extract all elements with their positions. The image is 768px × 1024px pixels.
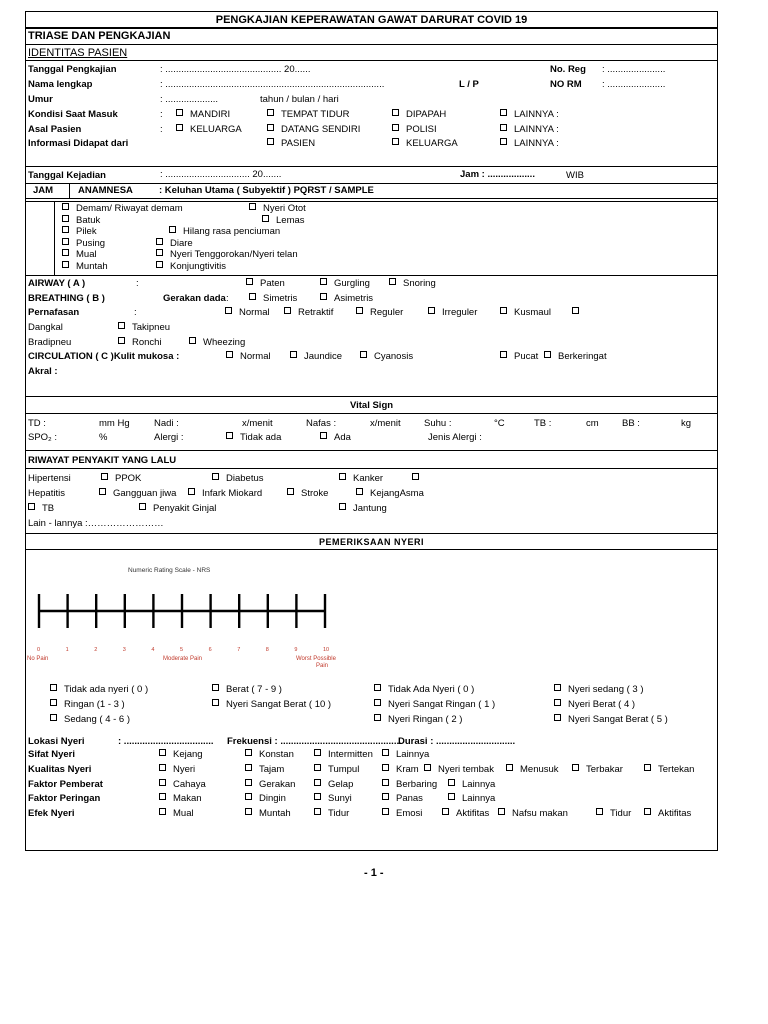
- umur-unit: tahun / bulan / hari: [260, 94, 339, 105]
- pain-scale-option[interactable]: Nyeri Berat ( 4 ): [554, 699, 635, 711]
- pain-scale-option[interactable]: Nyeri sedang ( 3 ): [554, 684, 644, 696]
- opt-keluarga-info[interactable]: KELUARGA: [392, 138, 458, 150]
- pemberat-label: Faktor Pemberat: [28, 779, 103, 790]
- lokasi-field[interactable]: : ..................................: [118, 736, 214, 747]
- nrs-worst: Worst Possible: [296, 656, 336, 662]
- nrs-tick-label: 4: [151, 647, 155, 653]
- frekuensi-field[interactable]: Frekuensi : ..............................................: [227, 736, 402, 747]
- symptom-item[interactable]: Nyeri Otot: [249, 203, 306, 215]
- opt-takipneu[interactable]: Takipneu: [118, 322, 170, 334]
- opt-ada-alergi[interactable]: Ada: [320, 432, 351, 444]
- kualitas-option[interactable]: Terbakar: [572, 764, 623, 776]
- breathing-label: BREATHING ( B ): [28, 293, 105, 304]
- symptom-item[interactable]: Nyeri Tenggorokan/Nyeri telan: [156, 249, 298, 261]
- opt-retraktif[interactable]: Retraktif: [284, 307, 333, 319]
- pemberat-option[interactable]: Gelap: [314, 779, 353, 791]
- pain-scale-option[interactable]: Nyeri Ringan ( 2 ): [374, 714, 462, 726]
- peringan-option[interactable]: Lainnya: [448, 793, 495, 805]
- kualitas-option[interactable]: Tertekan: [644, 764, 694, 776]
- no-reg-field[interactable]: : ......................: [602, 64, 666, 75]
- opt-datang-sendiri[interactable]: DATANG SENDIRI: [267, 124, 360, 136]
- nadi-label: Nadi :: [154, 418, 179, 429]
- opt-blank-nafas[interactable]: [572, 307, 586, 319]
- sex-options[interactable]: L / P: [459, 79, 479, 90]
- pain-scale-option[interactable]: Berat ( 7 - 9 ): [212, 684, 282, 696]
- airway-label: AIRWAY ( A ): [28, 278, 86, 289]
- numeric-rating-scale: [26, 561, 386, 676]
- peringan-option[interactable]: Sunyi: [314, 793, 352, 805]
- tanggal-pengkajian-label: Tanggal Pengkajian: [28, 64, 117, 75]
- pain-scale-option[interactable]: Nyeri Sangat Berat ( 10 ): [212, 699, 331, 711]
- opt-simetris[interactable]: Simetris: [249, 293, 297, 305]
- symptom-item[interactable]: Demam/ Riwayat demam: [62, 203, 183, 215]
- nrs-worst-2: Pain: [316, 663, 329, 669]
- info-label: Informasi Didapat dari: [28, 138, 129, 149]
- opt-ginjal[interactable]: Penyakit Ginjal: [139, 503, 216, 515]
- umur-field[interactable]: : ....................: [160, 94, 219, 105]
- form-title: PENGKAJIAN KEPERAWATAN GAWAT DARURAT COVID 19: [215, 14, 528, 26]
- opt-lainnya-kondisi[interactable]: LAINNYA :: [500, 109, 559, 121]
- nrs-title: Numeric Rating Scale - NRS: [128, 567, 211, 574]
- peringan-option[interactable]: Dingin: [245, 793, 286, 805]
- opt-snoring[interactable]: Snoring: [389, 278, 436, 290]
- nrs-tick-label: 0: [37, 647, 41, 653]
- page-number: - 1 -: [364, 867, 384, 879]
- efek-option[interactable]: Muntah: [245, 808, 291, 820]
- nrs-tick-label: 2: [94, 647, 98, 653]
- kondisi-label: Kondisi Saat Masuk: [28, 109, 118, 120]
- hepatitis-label: Hepatitis: [28, 488, 65, 499]
- nrs-tick-label: 7: [237, 647, 241, 653]
- nama-field[interactable]: : ...................................................................................: [160, 79, 385, 90]
- pain-scale-option[interactable]: Ringan (1 - 3 ): [50, 699, 125, 711]
- efek-option[interactable]: Aktifitas: [442, 808, 489, 820]
- tb-label: TB :: [534, 418, 552, 429]
- kualitas-option[interactable]: Menusuk: [506, 764, 559, 776]
- umur-label: Umur: [28, 94, 53, 105]
- section-identitas: IDENTITAS PASIEN: [28, 47, 128, 59]
- jam-kejadian-field[interactable]: Jam : ..................: [460, 169, 535, 180]
- efek-option[interactable]: Tidur: [314, 808, 349, 820]
- riwayat-title: RIWAYAT PENYAKIT YANG LALU: [28, 455, 177, 466]
- opt-cyanosis[interactable]: Cyanosis: [360, 351, 413, 363]
- bb-label: BB :: [622, 418, 640, 429]
- pemberat-option[interactable]: Gerakan: [245, 779, 295, 791]
- opt-irreguler[interactable]: Irreguler: [428, 307, 477, 319]
- nrs-tick-label: 6: [208, 647, 212, 653]
- pemberat-option[interactable]: Lainnya: [448, 779, 495, 791]
- opt-lainnya-info[interactable]: LAINNYA :: [500, 138, 559, 150]
- kualitas-option[interactable]: Nyeri tembak: [424, 764, 494, 776]
- td-label: TD :: [28, 418, 46, 429]
- symptom-item[interactable]: Pilek: [62, 226, 97, 238]
- sifat-option[interactable]: Kejang: [159, 749, 203, 761]
- pain-scale-option[interactable]: Sedang ( 4 - 6 ): [50, 714, 130, 726]
- nrs-tick-label: 5: [180, 647, 184, 653]
- no-rm-field[interactable]: : ......................: [602, 79, 666, 90]
- tanggal-pengkajian-field[interactable]: : ............................................ 20......: [160, 64, 311, 75]
- asal-label: Asal Pasien: [28, 124, 82, 135]
- sifat-option[interactable]: Konstan: [245, 749, 294, 761]
- anamnesa-header: ANAMNESA: [78, 185, 133, 196]
- pemberat-option[interactable]: Cahaya: [159, 779, 206, 791]
- symptom-item[interactable]: Lemas: [262, 215, 305, 227]
- opt-jaundice[interactable]: Jaundice: [290, 351, 342, 363]
- opt-diabetus[interactable]: Diabetus: [212, 473, 264, 485]
- durasi-field[interactable]: Durasi : ..............................: [398, 736, 516, 747]
- nrs-no-pain: No Pain: [27, 656, 49, 662]
- sifat-option[interactable]: Intermitten: [314, 749, 373, 761]
- efek-option[interactable]: Nafsu makan: [498, 808, 568, 820]
- jam-header: JAM: [33, 185, 54, 196]
- opt-polisi[interactable]: POLISI: [392, 124, 437, 136]
- suhu-label: Suhu :: [424, 418, 452, 429]
- kualitas-option[interactable]: Nyeri: [159, 764, 195, 776]
- opt-berkeringat[interactable]: Berkeringat: [544, 351, 607, 363]
- nrs-tick-label: 1: [65, 647, 69, 653]
- symptom-item[interactable]: Diare: [156, 238, 193, 250]
- tanggal-kejadian-label: Tanggal Kejadian: [28, 170, 106, 181]
- efek-option[interactable]: Tidur: [596, 808, 631, 820]
- no-reg-label: No. Reg: [550, 64, 586, 75]
- pain-scale-option[interactable]: Nyeri Sangat Ringan ( 1 ): [374, 699, 495, 711]
- assessment-form: PENGKAJIAN KEPERAWATAN GAWAT DARURAT COVID 19 TRIASE DAN PENGKAJIAN IDENTITAS PASIEN Tanggal Pengkajian : ............................................ 20...... No. Reg : ...................... Nama lengkap : ................................................................................... L / P NO RM : ...................... Umur : .................... tahun / bulan / hari Kondisi Saat Masuk : MANDIRI TEMPAT TIDUR DIPAPAH LAINNYA : Asal Pasien : KELUARGA DATANG SENDIRI POLISI LAINNYA : Informasi Didapat dari PASIEN KELUARGA LAINNYA : Tanggal Kejadian : ................................ 20....... Jam : .................. WIB JAM ANAMNESA : Keluhan Utama ( Subyektif ) PQRST / SAMPLE Demam/ Riwayat demam Batuk Pilek Pusing Mual Muntah Nyeri Otot Lemas Hilang rasa penciuman Diare Nyeri Tenggorokan/Nyeri telan Konjungtivitis AIRWAY ( A ) : Paten Gurgling Snoring BREATHING ( B ) Gerakan dada : Simetris Asimetris Pernafasan : Normal Retraktif Reguler Irreguler Kusmaul Dangkal Takipneu Bradipneu Ronchi Wheezing CIRCULATION ( C )Kulit mukosa : Normal Jaundice Cyanosis Pucat Berkeringat Akral : Vital Sign TD : mm Hg Nadi : x/menit Nafas : x/menit Suhu : °C TB : cm BB : kg SPO₂ : % Alergi : Tidak ada Ada Jenis Alergi : RIWAYAT PENYAKIT YANG LALU Hipertensi PPOK Diabetus Kanker Hepatitis Gangguan jiwa Infark Miokard Stroke KejangAsma TB Penyakit Ginjal Jantung Lain - lannya :…………………… PEMERIKSAAN NYERI Numeric Rating Scale - NRS 0 1 2 3 4 5 6 7 8 9 10 No Pain Moderate Pain Worst Possible Pain Tidak ada nyeri ( 0 ) Berat ( 7 - 9 ) Tidak Ada Nyeri ( 0 ) Nyeri sedang ( 3 ) Ringan (1 - 3 ) Nyeri Sangat Berat ( 10 ) Nyeri Sangat Ringan ( 1 ) Nyeri Berat ( 4 ) Sedang ( 4 - 6 ) Nyeri Ringan ( 2 ) Nyeri Sangat Berat ( 5 ) Lokasi Nyeri : .................................. Frekuensi : .............................................. Durasi : .............................. Sifat Nyeri Kejang Konstan Intermitten Lainnya Kualitas Nyeri Nyeri Tajam Tumpul Kram Nyeri tembak Menusuk Terbakar Tertekan Faktor Pemberat Cahaya Gerakan Gelap Berbaring Lainnya Faktor Peringan Makan Dingin Sunyi Panas Lainnya Efek Nyeri Mual Muntah Tidur Emosi Aktifitas Nafsu makan Tidur Aktifitas: [25, 11, 718, 851]
- efek-label: Efek Nyeri: [28, 808, 75, 819]
- efek-option[interactable]: Mual: [159, 808, 194, 820]
- pain-scale-option[interactable]: Tidak Ada Nyeri ( 0 ): [374, 684, 474, 696]
- kualitas-option[interactable]: Tumpul: [314, 764, 359, 776]
- peringan-option[interactable]: Makan: [159, 793, 202, 805]
- opt-reguler[interactable]: Reguler: [356, 307, 403, 319]
- lain-lainnya-field[interactable]: Lain - lannya :……………………: [28, 518, 164, 529]
- nama-label: Nama lengkap: [28, 79, 93, 90]
- peringan-label: Faktor Peringan: [28, 793, 101, 804]
- pemberat-option[interactable]: Berbaring: [382, 779, 437, 791]
- opt-wheezing[interactable]: Wheezing: [189, 337, 245, 349]
- opt-kusmaul[interactable]: Kusmaul: [500, 307, 551, 319]
- opt-keluarga-asal[interactable]: KELUARGA: [176, 124, 242, 136]
- symptom-item[interactable]: Hilang rasa penciuman: [169, 226, 280, 238]
- kualitas-option[interactable]: Tajam: [245, 764, 284, 776]
- opt-tidak-ada-alergi[interactable]: Tidak ada: [226, 432, 281, 444]
- symptom-item[interactable]: Batuk: [62, 215, 100, 227]
- opt-pasien[interactable]: PASIEN: [267, 138, 315, 150]
- nrs-moderate: Moderate Pain: [163, 656, 203, 662]
- opt-lainnya-asal[interactable]: LAINNYA :: [500, 124, 559, 136]
- opt-infark[interactable]: Infark Miokard: [188, 488, 262, 500]
- gerakan-dada-label: Gerakan dada: [163, 293, 226, 304]
- peringan-option[interactable]: Panas: [382, 793, 423, 805]
- pain-scale-option[interactable]: Tidak ada nyeri ( 0 ): [50, 684, 148, 696]
- pain-scale-option[interactable]: Nyeri Sangat Berat ( 5 ): [554, 714, 668, 726]
- symptom-item[interactable]: Muntah: [62, 261, 108, 273]
- opt-gangguan-jiwa[interactable]: Gangguan jiwa: [99, 488, 176, 500]
- opt-blank-riwayat[interactable]: [412, 473, 426, 485]
- opt-tempat-tidur[interactable]: TEMPAT TIDUR: [267, 109, 349, 121]
- jenis-alergi-label: Jenis Alergi :: [428, 432, 482, 443]
- sifat-label: Sifat Nyeri: [28, 749, 75, 760]
- no-rm-label: NO RM: [550, 79, 582, 90]
- opt-paten[interactable]: Paten: [246, 278, 285, 290]
- nrs-tick-label: 9: [294, 647, 298, 653]
- vital-sign-title: Vital Sign: [349, 400, 394, 411]
- opt-kejang-asma[interactable]: KejangAsma: [356, 488, 424, 500]
- pernafasan-label: Pernafasan: [28, 307, 80, 318]
- nrs-tick-label: 8: [265, 647, 269, 653]
- opt-mandiri[interactable]: MANDIRI: [176, 109, 230, 121]
- symptom-item[interactable]: Konjungtivitis: [156, 261, 226, 273]
- opt-pucat[interactable]: Pucat: [500, 351, 538, 363]
- alergi-label: Alergi :: [154, 432, 184, 443]
- symptom-item[interactable]: Pusing: [62, 238, 105, 250]
- opt-kanker[interactable]: Kanker: [339, 473, 383, 485]
- symptom-item[interactable]: Mual: [62, 249, 97, 261]
- hipertensi-label: Hipertensi: [28, 473, 71, 484]
- opt-ppok[interactable]: PPOK: [101, 473, 141, 485]
- kualitas-label: Kualitas Nyeri: [28, 764, 92, 775]
- spo2-label: SPO₂ :: [28, 432, 58, 443]
- tanggal-kejadian-field[interactable]: : ................................ 20.......: [160, 169, 282, 180]
- efek-option[interactable]: Aktifitas: [644, 808, 691, 820]
- kualitas-option[interactable]: Kram: [382, 764, 419, 776]
- opt-gurgling[interactable]: Gurgling: [320, 278, 370, 290]
- nrs-tick-label: 3: [122, 647, 126, 653]
- wib-label: WIB: [566, 170, 584, 181]
- circulation-label: CIRCULATION ( C )Kulit mukosa :: [28, 351, 180, 362]
- opt-ronchi[interactable]: Ronchi: [118, 337, 162, 349]
- opt-tb[interactable]: TB: [28, 503, 54, 515]
- lokasi-label: Lokasi Nyeri: [28, 736, 85, 747]
- akral-label: Akral :: [28, 366, 58, 377]
- nrs-tick-label: 10: [323, 647, 330, 653]
- section-triase: TRIASE DAN PENGKAJIAN: [28, 30, 171, 42]
- nyeri-title: PEMERIKSAAN NYERI: [318, 537, 424, 547]
- opt-asimetris[interactable]: Asimetris: [320, 293, 373, 305]
- opt-normal-nafas[interactable]: Normal: [225, 307, 270, 319]
- opt-dipapah[interactable]: DIPAPAH: [392, 109, 446, 121]
- opt-stroke[interactable]: Stroke: [287, 488, 328, 500]
- bradipneu-label: Bradipneu: [28, 337, 72, 348]
- dangkal-label: Dangkal: [28, 322, 63, 333]
- sifat-option[interactable]: Lainnya: [382, 749, 429, 761]
- nafas-label: Nafas :: [306, 418, 337, 429]
- efek-option[interactable]: Emosi: [382, 808, 422, 820]
- opt-normal-kulit[interactable]: Normal: [226, 351, 271, 363]
- keluhan-header: : Keluhan Utama ( Subyektif ) PQRST / SAMPLE: [159, 185, 374, 196]
- opt-jantung[interactable]: Jantung: [339, 503, 387, 515]
